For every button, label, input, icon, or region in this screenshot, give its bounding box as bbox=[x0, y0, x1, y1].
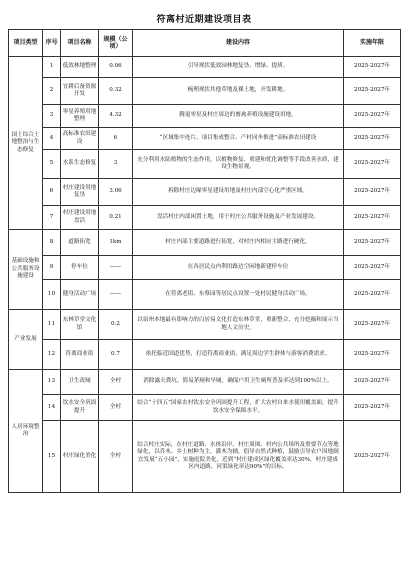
header-project-type: 项目类型 bbox=[9, 30, 43, 57]
table-row bbox=[9, 179, 401, 206]
row-serial: 3 bbox=[43, 105, 61, 128]
row-year: 2025-2027年 bbox=[344, 128, 401, 150]
header-project-name: 项目名称 bbox=[61, 30, 99, 57]
row-serial: 10 bbox=[43, 280, 61, 310]
table-row bbox=[9, 128, 401, 150]
row-content: 以宿州本地最有影响力的白居易文化打造东林草堂，重新整合，充分挖掘和展示当地人文历史。 bbox=[133, 310, 344, 340]
row-scale: 1km bbox=[99, 230, 133, 256]
row-project-name: 零星养殖用地整理 bbox=[61, 105, 99, 128]
row-project-name: 饮水安全巩固提升 bbox=[61, 395, 99, 421]
row-year: 2025-2027年 bbox=[344, 370, 401, 395]
header-content: 建设内容 bbox=[133, 30, 344, 57]
row-year: 2025-2027年 bbox=[344, 395, 401, 421]
row-scale: 0.21 bbox=[99, 206, 133, 230]
row-serial: 1 bbox=[43, 57, 61, 78]
row-project-name: 卫生改厕 bbox=[61, 370, 99, 395]
row-serial: 12 bbox=[43, 340, 61, 370]
row-project-name: 村庄建设用地盘活 bbox=[61, 206, 99, 230]
row-scale: 全村 bbox=[99, 370, 133, 395]
table-row bbox=[9, 310, 401, 340]
header-serial: 序号 bbox=[43, 30, 61, 57]
table-row bbox=[9, 280, 401, 310]
row-content: 结合“十四五”国家农村饮水安全巩固提升工程，扩大农村自来水使用覆盖面，提升饮水安全保障水平。 bbox=[133, 395, 344, 421]
row-serial: 6 bbox=[43, 179, 61, 206]
table-header-row bbox=[9, 30, 401, 57]
row-year: 2025-2027年 bbox=[344, 206, 401, 230]
category-cell: 产业发展 bbox=[9, 310, 43, 370]
row-serial: 11 bbox=[43, 310, 61, 340]
row-scale: 全村 bbox=[99, 421, 133, 493]
table-row bbox=[9, 230, 401, 256]
category-cell: 基础设施和公共服务设施建设 bbox=[9, 230, 43, 310]
project-table bbox=[8, 29, 401, 493]
table-row bbox=[9, 78, 401, 105]
row-scale: 0.32 bbox=[99, 78, 133, 105]
row-serial: 15 bbox=[43, 421, 61, 493]
row-year: 2025-2027年 bbox=[344, 150, 401, 179]
row-scale: 3.06 bbox=[99, 179, 133, 206]
table-row bbox=[9, 256, 401, 280]
category-cell: 人居环境整治 bbox=[9, 370, 43, 493]
row-scale: 4.32 bbox=[99, 105, 133, 128]
row-scale: —— bbox=[99, 256, 133, 280]
document-title: 符离村近期建设项目表 bbox=[156, 15, 252, 25]
row-scale: 0.06 bbox=[99, 57, 133, 78]
row-serial: 5 bbox=[43, 150, 61, 179]
header-scale: 规模（公顷） bbox=[99, 30, 133, 57]
row-scale: 6 bbox=[99, 128, 133, 150]
row-project-name: 宜耕后备资源开发 bbox=[61, 78, 99, 105]
row-content: 梳理现状其他草地及裸土地，开发耕地。 bbox=[133, 78, 344, 105]
header-year: 实施年限 bbox=[344, 30, 401, 57]
row-content: 充分利用水陆植物的生态作用，以植物修复、重建和优化调整等手段改善水质，建设生物景观。 bbox=[133, 150, 344, 179]
row-project-name: 水系生态修复 bbox=[61, 150, 99, 179]
row-project-name: 东林草堂文化馆 bbox=[61, 310, 99, 340]
row-year: 2025-2027年 bbox=[344, 256, 401, 280]
table-row bbox=[9, 150, 401, 179]
table-row bbox=[9, 370, 401, 395]
table-row bbox=[9, 57, 401, 78]
row-serial: 7 bbox=[43, 206, 61, 230]
row-serial: 9 bbox=[43, 256, 61, 280]
row-content: 消除露天粪坑、简易茅厕和旱厕，确保户用卫生厕所普及率达到100%以上。 bbox=[133, 370, 344, 395]
table-row bbox=[9, 105, 401, 128]
row-content: 盘活村庄内部闲置土地，用于村庄公共服务设施及产业发展建设。 bbox=[133, 206, 344, 230]
row-scale: 3 bbox=[99, 150, 133, 179]
row-project-name: 健身活动广场 bbox=[61, 280, 99, 310]
row-year: 2025-2027年 bbox=[344, 105, 401, 128]
row-year: 2025-2027年 bbox=[344, 230, 401, 256]
row-project-name: 村庄绿化美化 bbox=[61, 421, 99, 493]
row-serial: 2 bbox=[43, 78, 61, 105]
row-content: 拆除村庄边缘零星建设用地及村庄内部空心化严重区域。 bbox=[133, 179, 344, 206]
row-content: 村庄内部主要道路进行拓宽，对村庄内相应主路进行硬化。 bbox=[133, 230, 344, 256]
row-year: 2025-2027年 bbox=[344, 57, 401, 78]
row-year: 2025-2027年 bbox=[344, 179, 401, 206]
table-row bbox=[9, 340, 401, 370]
row-project-name: 符离商业街 bbox=[61, 340, 99, 370]
row-year: 2025-2027年 bbox=[344, 421, 401, 493]
row-content: 在符离老街、东蔡园等居民点设置一处村民健身活动广场。 bbox=[133, 280, 344, 310]
row-project-name: 停车位 bbox=[61, 256, 99, 280]
row-project-name: 道路拓宽 bbox=[61, 230, 99, 256]
row-year: 2025-2027年 bbox=[344, 78, 401, 105]
row-serial: 13 bbox=[43, 370, 61, 395]
row-scale: 0.2 bbox=[99, 310, 133, 340]
row-serial: 4 bbox=[43, 128, 61, 150]
row-project-name: 村庄建设用地复垦 bbox=[61, 179, 99, 206]
row-content: 在各居民点内利用路边空闲地新建停车位 bbox=[133, 256, 344, 280]
row-content: “区域集中连片、项目集成整合、产村同步推进”高标准农田建设 bbox=[133, 128, 344, 150]
row-year: 2025-2027年 bbox=[344, 340, 401, 370]
row-year: 2025-2027年 bbox=[344, 310, 401, 340]
row-serial: 14 bbox=[43, 395, 61, 421]
row-serial: 8 bbox=[43, 230, 61, 256]
row-content: 依托临近国道优势，打造符离商业街，满足周边学生群体与游客消费需求。 bbox=[133, 340, 344, 370]
row-scale: 0.7 bbox=[99, 340, 133, 370]
row-content: 引导现状低效园林地复垦、增绿、提质。 bbox=[133, 57, 344, 78]
category-cell: 国土综合土地整治与生态修复 bbox=[9, 57, 43, 230]
table-row bbox=[9, 421, 401, 493]
row-content: 结合村庄实际，在村庄道路、水体沿岸、村庄周围、村内公共场所及重要节点等地绿化，以乔木、乡土树种为主，灌木为辅，倡导自然式种植，鼓励引导农户因地制宜发展“五小园”，实施庭院美化，近到“村庄建成区绿化覆盖率达30%，村庄建成区内道路、河渠绿化率达90%”的目标。 bbox=[133, 421, 344, 493]
table-row bbox=[9, 395, 401, 421]
row-scale: 全村 bbox=[99, 395, 133, 421]
row-content: 腾退零星及村庄周边的畜禽养殖设施建设用地。 bbox=[133, 105, 344, 128]
row-year: 2025-2027年 bbox=[344, 280, 401, 310]
table-row bbox=[9, 206, 401, 230]
row-scale: —— bbox=[99, 280, 133, 310]
row-project-name: 低效林地整理 bbox=[61, 57, 99, 78]
row-project-name: 高标准农田建设 bbox=[61, 128, 99, 150]
